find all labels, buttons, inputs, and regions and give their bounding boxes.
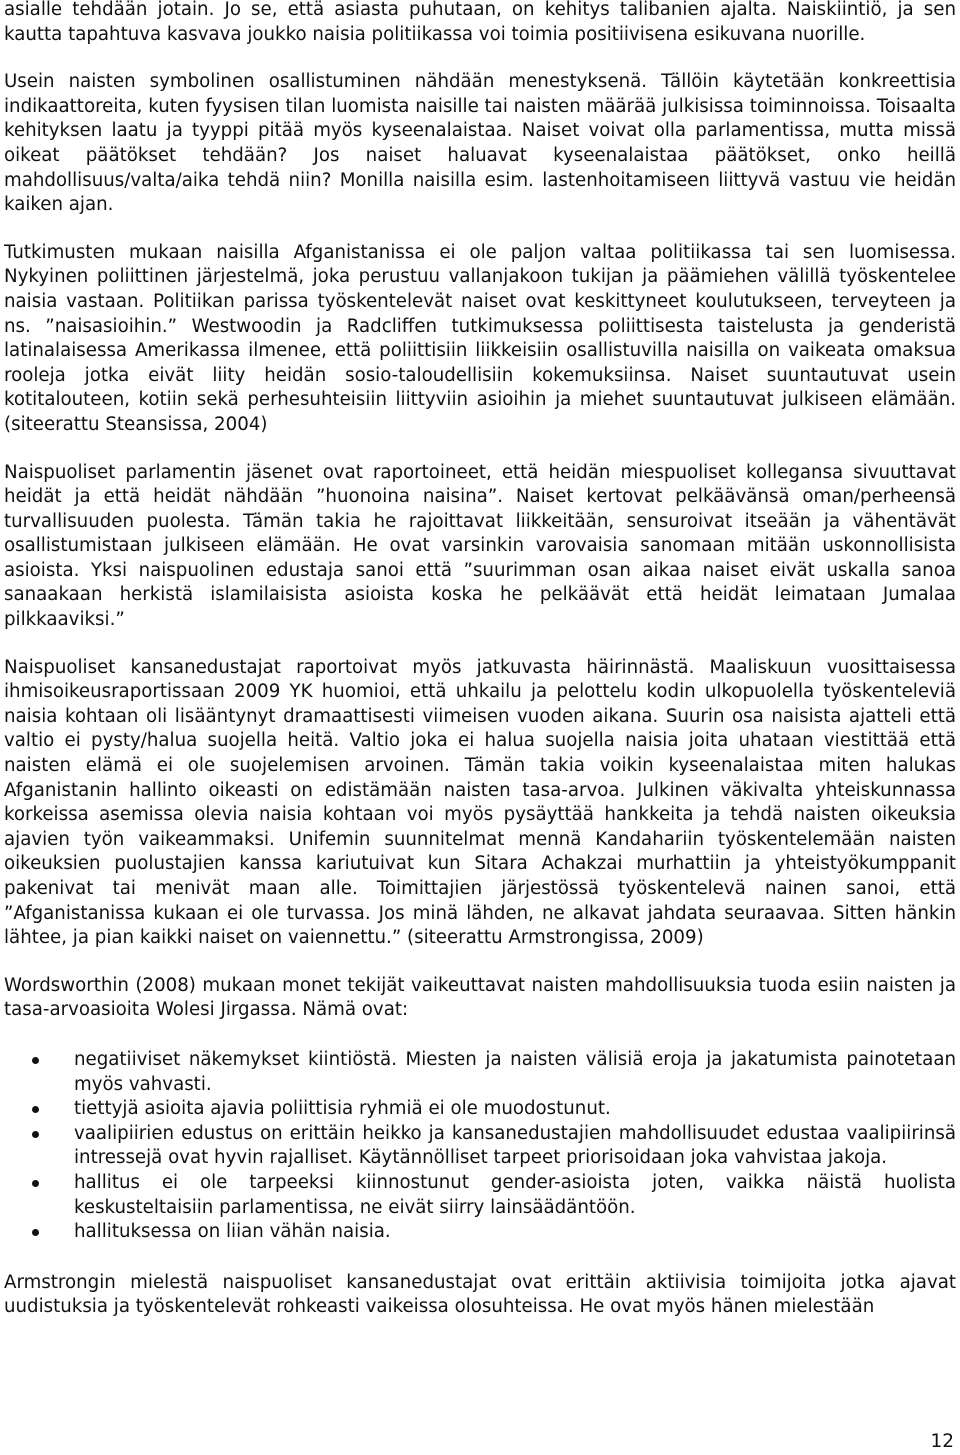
- list-item: [4, 1122, 956, 1171]
- page-number: 12: [930, 1431, 954, 1452]
- paragraph-armstrong: Armstrongin mielestä naispuoliset kansanedustajat ovat erittäin aktiivisia toimijoita jotka ajavat uudistuksia ja työskentelevät rohkeasti vaikeissa olosuhteissa. He ovat myös hänen mielestään: [4, 1271, 956, 1318]
- list-item: [4, 1220, 956, 1245]
- bullet-icon: [32, 1180, 39, 1187]
- list-item-text: negatiiviset näkemykset kiintiöstä. Miesten ja naisten välisiä eroja ja jakatumista painotetaan myös vahvasti.: [74, 1048, 956, 1095]
- bullet-icon: [32, 1106, 39, 1113]
- bullet-icon: [32, 1057, 39, 1064]
- list-item: [4, 1048, 956, 1097]
- document-body: [4, 0, 956, 1320]
- paragraph-symbolic-participation: Usein naisten symbolinen osallistuminen nähdään menestyksenä. Tällöin käytetään konkreettisia indikaattoreita, kuten fyysisen tilan luomista naisille tai naisten määrää julkisissa toiminnoissa. Toisaalta kehityksen laatu ja tyyppi pitää myös kyseenalaistaa. Naiset voivat olla parlamentissa, mutta missä oikeat päätökset tehdään? Jos naiset haluavat kyseenalaistaa päätökset, onko heillä mahdollisuus/valta/aika tehdä niin? Monilla naisilla esim. lastenhoitamiseen liittyvä vastuu vie heidän kaiken ajan.: [4, 71, 956, 216]
- paragraph-harassment: Naispuoliset kansanedustajat raportoivat myös jatkuvasta häirinnästä. Maaliskuun vuosittaisessa ihmisoikeusraportissaan 2009 YK huomioi, että uhkailu ja pelottelu kodin ulkopuolella työskenteleviä naisia kohtaan oli lisääntynyt dramaattisesti viimeisen vuoden aikana. Suurin osa naisista ajatteli että valtio ei pysty/halua suojella heitä. Valtio joka ei halua suojella naisia joita uhataan viestittää että naisten elämä ei ole suojelemisen arvoinen. Tämän takia voikin kyseenalaistaa miten halukas Afganistanin hallinto oikeasti on edistämään naisten tasa-arvoa. Julkinen väkivalta yhteiskunnassa korkeissa asemissa olevia naisia kohtaan voi myös pysäyttää hankkeita ja tehdä naisten oikeuksia ajavien työn vaikeammaksi. Unifemin suunnitelmat mennä Kandahariin työskentelemään naisten oikeuksien puolustajien kanssa kariutuivat kun Sitara Achakzai murhattiin ja yhteistyökumppanit pakenivat tai menivät maan alle. Toimittajien järjestössä työskentelevä nainen sanoi, että ”Afganistanissa kukaan ei ole turvassa. Jos minä lähden, ne alkavat jahdata seuraavaa. Sitten hänkin lähtee, ja pian kaikki naiset on vaiennettu.” (siteerattu Armstrongissa, 2009): [4, 656, 956, 949]
- paragraph-intro: asialle tehdään jotain. Jo se, että asiasta puhutaan, on kehitys talibanien ajalta. Naiskiintiö, ja sen kautta tapahtuva kasvava joukko naisia politiikassa voi toimia positiivisena esikuvana nuorille.: [4, 0, 956, 45]
- paragraph-research-findings: Tutkimusten mukaan naisilla Afganistanissa ei ole paljon valtaa politiikassa tai sen luomisessa. Nykyinen poliittinen järjestelmä, joka perustuu vallanjakoon tukijan ja päämiehen välillä työskentelee naisia vastaan. Politiikan parissa työskentelevät naiset ovat keskittyneet koulutukseen, terveyteen ja ns. ”naisasioihin.” Westwoodin ja Radcliffen tutkimuksessa poliittisesta taistelusta ja genderistä latinalaisessa Amerikassa ilmenee, että poliittisiin liikkeisiin osallistuvilla naisilla on vaikeata omaksua rooleja jotka eivät liity heidän sosio-taloudellisiin kokemuksiinsa. Naiset suuntautuvat usein kotitalouteen, kotiin sekä perhesuhteisiin liittyviin asioihin ja miehet suuntautuvat julkiseen elämään. (siteerattu Steansissa, 2004): [4, 241, 956, 435]
- list-item-text: vaalipiirien edustus on erittäin heikko ja kansanedustajien mahdollisuudet edustaa vaalipiirinsä intressejä ovat hyvin rajalliset. Käytännölliset tarpeet priorisoidaan joka vahvistaa jakoja.: [74, 1122, 956, 1169]
- paragraph-parliament-members: Naispuoliset parlamentin jäsenet ovat raportoineet, että heidän miespuoliset kollegansa sivuuttavat heidät ja että heidät nähdään ”huonoina naisina”. Naiset kertovat pelkäävänsä oman/perheensä turvallisuuden puolesta. Tämän takia he rajoittavat liikkeitään, sensuroivat itseään ja vähentävät osallistumistaan julkiseen elämään. He ovat varsinkin varovaisia sanomaan mitään uskonnollisista asioista. Yksi naispuolinen edustaja sanoi että ”suurimman osan aikaa naiset eivät uskalla sanoa sanaakaan herkistä islamilaisista asioista koska he pelkäävät että heidät leimataan Jumalaa pilkkaaviksi.”: [4, 461, 956, 631]
- bullet-icon: [32, 1131, 39, 1138]
- paragraph-wordsworth: Wordsworthin (2008) mukaan monet tekijät vaikeuttavat naisten mahdollisuuksia tuoda esiin naisten ja tasa-arvoasioita Wolesi Jirgassa. Nämä ovat:: [4, 974, 956, 1021]
- list-item: [4, 1097, 956, 1122]
- bullet-list: [4, 1048, 956, 1245]
- list-item-text: hallituksessa on liian vähän naisia.: [74, 1221, 391, 1243]
- list-item-text: hallitus ei ole tarpeeksi kiinnostunut gender-asioista joten, vaikka näistä huolista keskusteltaisiin parlamentissa, ne eivät siirry lainsäädäntöön.: [74, 1171, 956, 1218]
- list-item-text: tiettyjä asioita ajavia poliittisia ryhmiä ei ole muodostunut.: [74, 1098, 611, 1120]
- bullet-icon: [32, 1229, 39, 1236]
- list-item: [4, 1171, 956, 1220]
